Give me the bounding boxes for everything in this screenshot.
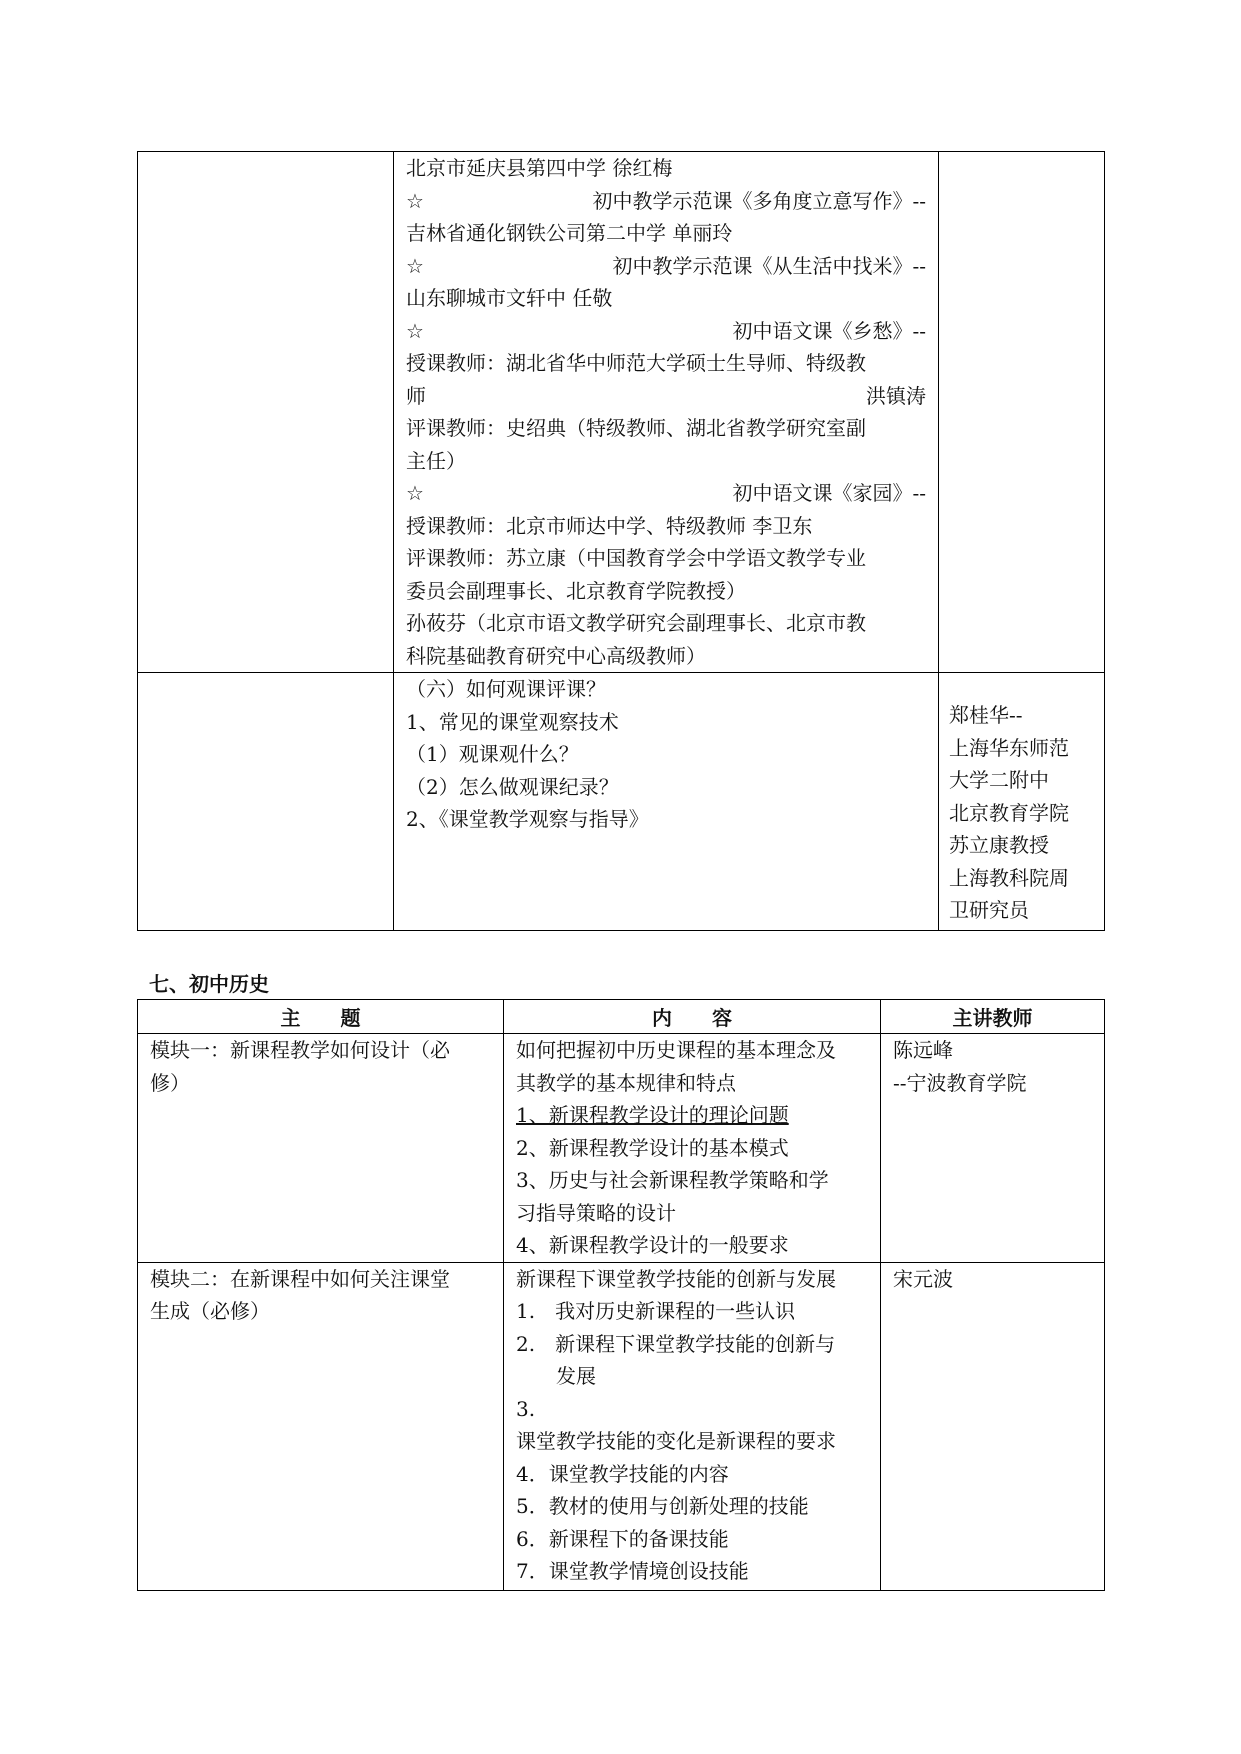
empty-theme-cell — [138, 152, 394, 673]
text-line: 其教学的基本规律和特点 — [516, 1070, 736, 1095]
text-line: 修） — [150, 1070, 190, 1095]
text-line — [406, 250, 926, 283]
text-line: 委员会副理事长、北京教育学院教授） — [406, 578, 746, 603]
content-cell — [394, 152, 939, 673]
text-line: 授课教师：北京市师达中学、特级教师 李卫东 — [406, 513, 813, 538]
theme-cell — [138, 1034, 504, 1263]
text-line: 生成（必修） — [150, 1299, 270, 1323]
text-line: 模块一：新课程教学如何设计（必 — [150, 1038, 450, 1062]
text-line: 卫研究员 — [949, 898, 1029, 922]
text-segment: ☆ — [406, 481, 424, 505]
text-segment: 初中语文课《家园》-- — [732, 481, 926, 505]
text-line: 习指导策略的设计 — [516, 1200, 676, 1225]
teacher-cell — [881, 1034, 1105, 1263]
table-row — [138, 1262, 1105, 1590]
text-line: --宁波教育学院 — [893, 1070, 1027, 1095]
text-line: 如何把握初中历史课程的基本理念及 — [516, 1038, 836, 1062]
schedule-table-continued — [137, 151, 1105, 931]
text-line: 北京市延庆县第四中学 徐红梅 — [406, 156, 673, 180]
header-row — [138, 1000, 1105, 1034]
text-line — [406, 185, 926, 218]
empty-theme-cell — [138, 673, 394, 931]
theme-cell — [138, 1262, 504, 1590]
text-line — [406, 315, 926, 348]
section-title: 七、初中历史 — [149, 972, 269, 996]
content-cell — [504, 1034, 881, 1263]
text-segment: ☆ — [406, 253, 424, 278]
text-line: 3、历史与社会新课程教学策略和学 — [516, 1168, 829, 1192]
text-line: 授课教师：湖北省华中师范大学硕士生导师、特级教 — [406, 351, 866, 375]
text-line: 上海华东师范 — [949, 735, 1069, 760]
table-row — [138, 1034, 1105, 1263]
text-line: 北京教育学院 — [949, 800, 1069, 825]
text-line: 1、新课程教学设计的理论问题 — [516, 1103, 789, 1127]
text-line: 评课教师：苏立康（中国教育学会中学语文教学专业 — [406, 546, 866, 570]
text-line: 主任） — [406, 448, 466, 473]
header-content: 内 容 — [504, 1000, 881, 1034]
text-line: 6．新课程下的备课技能 — [516, 1526, 729, 1551]
text-line: 4、新课程教学设计的一般要求 — [516, 1233, 789, 1257]
table-row — [138, 152, 1105, 673]
text-line: 宋元波 — [893, 1266, 953, 1291]
text-line: 吉林省通化钢铁公司第二中学 单丽玲 — [406, 221, 733, 245]
text-segment: 洪镇涛 — [866, 383, 926, 408]
text-line: 2、新课程教学设计的基本模式 — [516, 1135, 789, 1160]
text-line: （六）如何观课评课？ — [406, 677, 606, 701]
text-line: 4．课堂教学技能的内容 — [516, 1461, 729, 1486]
text-line: 1、常见的课堂观察技术 — [406, 709, 619, 734]
text-line: 1. 我对历史新课程的一些认识 — [516, 1299, 796, 1323]
text-line: 5．教材的使用与创新处理的技能 — [516, 1494, 809, 1518]
text-line: 上海教科院周 — [949, 865, 1069, 890]
text-line: 孙莜芬（北京市语文教学研究会副理事长、北京市教 — [406, 611, 866, 635]
teacher-cell — [939, 673, 1105, 931]
text-line: 模块二：在新课程中如何关注课堂 — [150, 1266, 450, 1291]
text-segment: ☆ — [406, 318, 424, 343]
text-segment: ☆ — [406, 188, 424, 213]
text-line: （1）观课观什么？ — [406, 742, 579, 766]
text-line — [406, 477, 926, 510]
content-cell — [504, 1262, 881, 1590]
teacher-cell — [881, 1262, 1105, 1590]
text-line: 2、《课堂教学观察与指导》 — [406, 807, 649, 831]
header-theme: 主 题 — [138, 1000, 504, 1034]
text-line: 科院基础教育研究中心高级教师） — [406, 643, 706, 668]
text-line: 3. — [516, 1396, 536, 1421]
text-line: 苏立康教授 — [949, 833, 1049, 857]
text-segment: 初中语文课《乡愁》-- — [732, 318, 926, 343]
history-course-table — [137, 999, 1105, 1591]
empty-teacher-cell — [939, 152, 1105, 673]
text-line: 7．课堂教学情境创设技能 — [516, 1559, 749, 1583]
text-segment: 初中教学示范课《从生活中找米》-- — [612, 253, 926, 278]
text-line: 新课程下课堂教学技能的创新与发展 — [516, 1266, 836, 1291]
text-line: 课堂教学技能的变化是新课程的要求 — [516, 1429, 836, 1453]
text-line: 陈远峰 — [893, 1038, 953, 1062]
text-line: 2. 新课程下课堂教学技能的创新与 — [516, 1331, 836, 1356]
text-line: 发展 — [516, 1364, 596, 1388]
text-line: 评课教师：史绍典（特级教师、湖北省教学研究室副 — [406, 416, 866, 440]
header-teacher: 主讲教师 — [881, 1000, 1105, 1034]
text-line: 山东聊城市文轩中 任敬 — [406, 286, 613, 310]
text-line: 郑桂华-- — [949, 703, 1023, 727]
text-line — [406, 380, 926, 413]
text-segment: 师 — [406, 383, 426, 408]
table-row — [138, 673, 1105, 931]
text-line: （2）怎么做观课纪录？ — [406, 774, 619, 799]
content-cell — [394, 673, 939, 931]
text-line: 大学二附中 — [949, 768, 1049, 792]
text-segment: 初中教学示范课《多角度立意写作》-- — [592, 188, 926, 213]
